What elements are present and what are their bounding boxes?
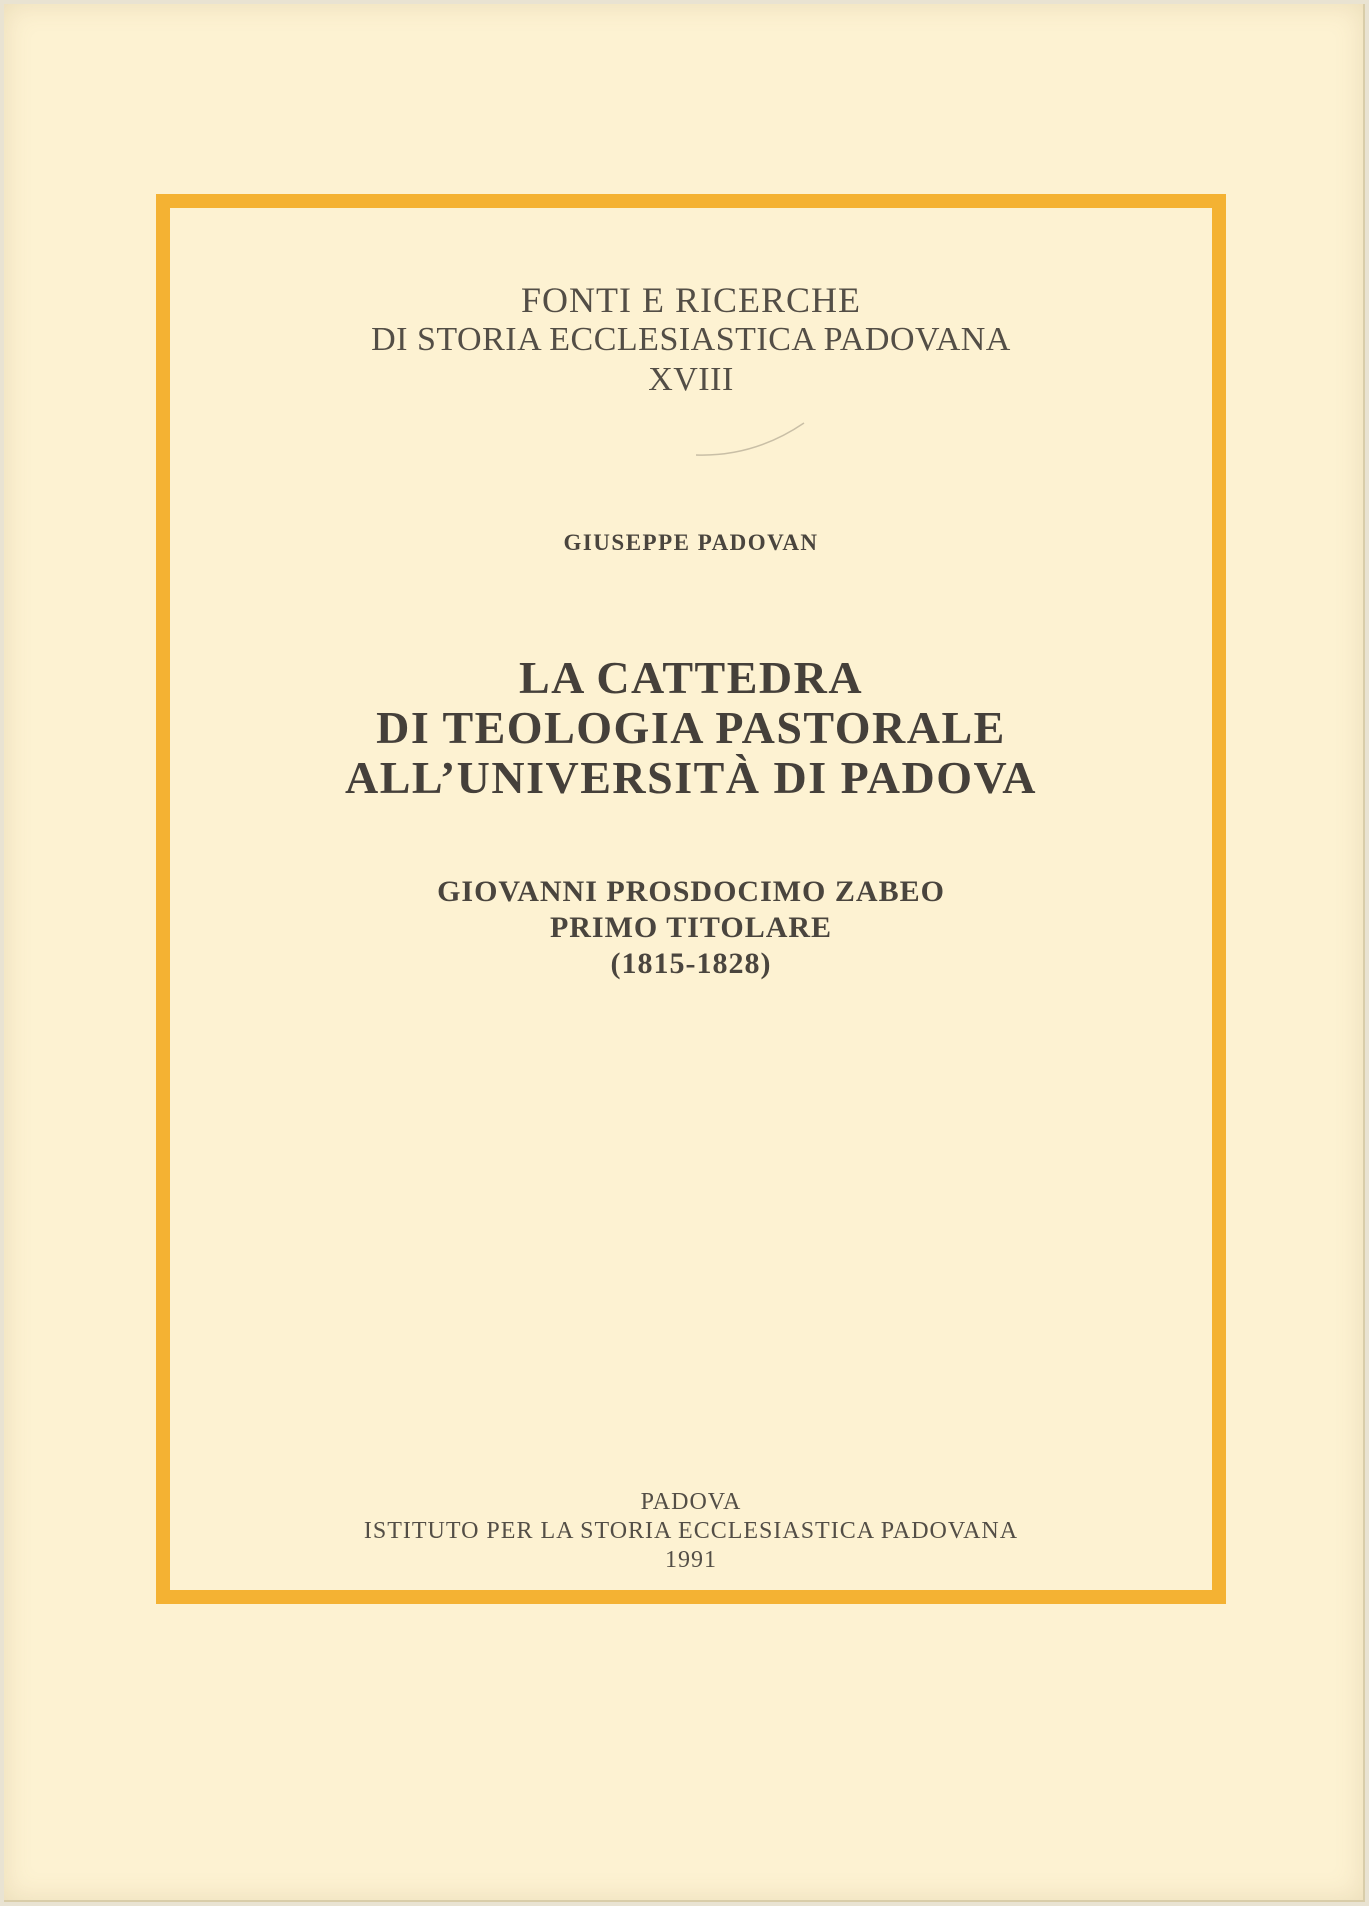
title-line-1: LA CATTEDRA [518,652,864,703]
imprint-publisher: ISTITUTO PER LA STORIA ECCLESIASTICA PADOVANA [363,1518,1019,1544]
paper-scratch-mark [694,419,814,459]
title-line-2: DI TEOLOGIA PASTORALE [376,702,1006,753]
series-subject-line: DI STORIA ECCLESIASTICA PADOVANA [371,321,1011,358]
book-subtitle [170,874,1212,982]
subtitle-line-1: GIOVANNI PROSDOCIMO ZABEO [437,875,945,908]
imprint-city: PADOVA [640,1489,742,1515]
subtitle-line-2: PRIMO TITOLARE [549,911,833,944]
subtitle-dates: (1815-1828) [610,947,772,980]
series-title [170,280,1212,400]
series-volume-number: XVIII [648,361,734,398]
imprint-year: 1991 [665,1547,717,1573]
cover-frame [156,194,1226,1604]
series-name-line: FONTI E RICERCHE [521,280,861,320]
publisher-imprint [170,1488,1212,1575]
book-title [170,653,1212,803]
author-name: GIUSEPPE PADOVAN [563,530,819,555]
title-line-3: ALL’UNIVERSITÀ DI PADOVA [344,752,1038,803]
book-cover [4,4,1365,1902]
